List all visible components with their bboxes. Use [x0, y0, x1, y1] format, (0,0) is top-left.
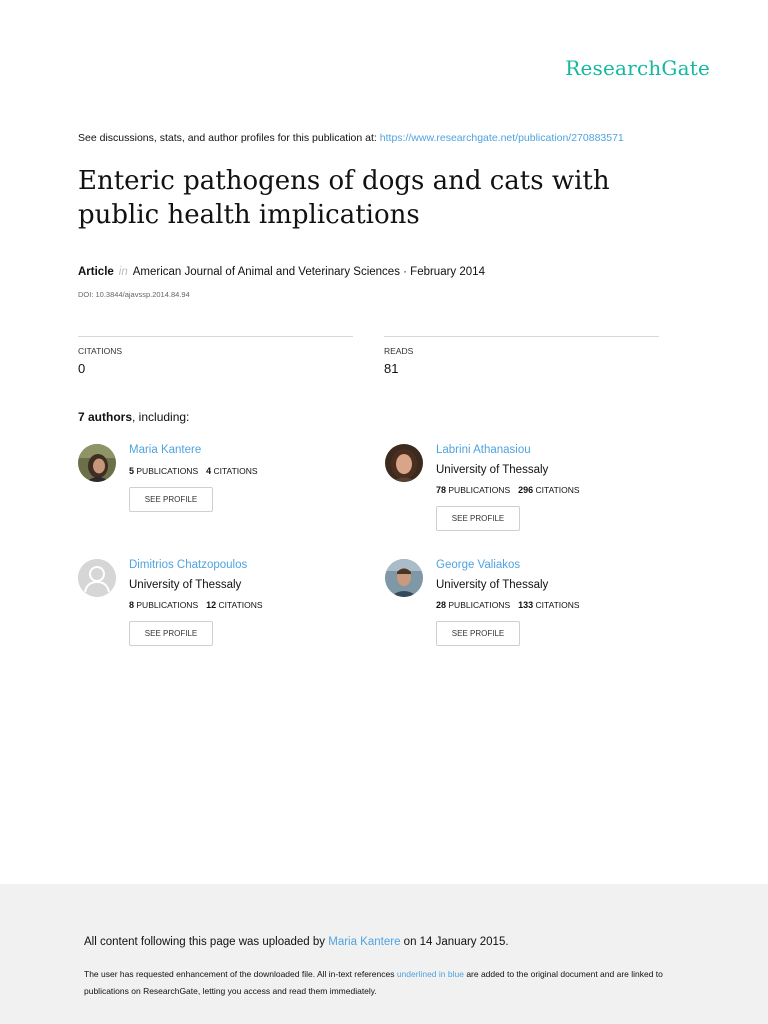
- authors-heading-suffix: , including:: [132, 410, 190, 424]
- citations-count: 296: [518, 485, 534, 495]
- default-user-icon: [78, 559, 116, 597]
- author-photo-icon: [78, 444, 116, 482]
- authors-heading: [78, 410, 189, 424]
- publications-label: PUBLICATIONS: [136, 466, 199, 476]
- author-institution: University of Thessaly: [436, 579, 549, 591]
- see-profile-button[interactable]: SEE PROFILE: [129, 621, 213, 646]
- upload-prefix: All content following this page was uploaded by: [84, 936, 326, 948]
- author-card: [78, 559, 378, 669]
- citations-label: CITATIONS: [218, 600, 263, 610]
- reads-stat: [384, 336, 659, 376]
- author-photo-icon: [385, 444, 423, 482]
- citations-label: CITATIONS: [213, 466, 258, 476]
- see-profile-button[interactable]: SEE PROFILE: [436, 621, 520, 646]
- author-name-link[interactable]: Maria Kantere: [129, 444, 202, 456]
- author-avatar[interactable]: [78, 444, 116, 482]
- author-institution: University of Thessaly: [129, 579, 242, 591]
- publications-count: 5: [129, 466, 135, 476]
- upload-suffix: on 14 January 2015.: [403, 936, 509, 948]
- author-card: [385, 444, 685, 554]
- uploader-link[interactable]: Maria Kantere: [328, 936, 401, 948]
- publications-count: 8: [129, 600, 135, 610]
- citations-count: 4: [206, 466, 212, 476]
- author-avatar[interactable]: [78, 559, 116, 597]
- enhancement-note: [84, 966, 694, 1000]
- publication-title: Enteric pathogens of dogs and cats with public health implications: [78, 166, 610, 230]
- author-photo-icon: [385, 559, 423, 597]
- profile-notice: [78, 132, 624, 144]
- citations-label: CITATIONS: [535, 600, 580, 610]
- upload-notice: [84, 936, 509, 948]
- publication-doi: DOI: 10.3844/ajavssp.2014.84.94: [78, 290, 190, 299]
- in-word: in: [118, 266, 128, 278]
- publications-label: PUBLICATIONS: [448, 600, 511, 610]
- note-prefix: The user has requested enhancement of the downloaded file. All in-text references: [84, 969, 395, 979]
- footer: [0, 884, 768, 1024]
- author-info: [129, 558, 263, 646]
- publications-count: 78: [436, 485, 447, 495]
- author-avatar[interactable]: [385, 444, 423, 482]
- reads-label: READS: [384, 346, 414, 356]
- citations-label: CITATIONS: [535, 485, 580, 495]
- author-info: [129, 443, 258, 512]
- publication-venue: American Journal of Animal and Veterinary Sciences · February 2014: [132, 266, 485, 278]
- citations-count: 12: [206, 600, 217, 610]
- citations-count: 133: [518, 600, 534, 610]
- publications-label: PUBLICATIONS: [136, 600, 199, 610]
- underlined-in-blue-link[interactable]: underlined in blue: [396, 969, 464, 979]
- author-card: [78, 444, 378, 554]
- see-profile-button[interactable]: SEE PROFILE: [129, 487, 213, 512]
- publication-meta: [78, 266, 485, 278]
- author-info: [436, 443, 580, 531]
- authors-count: 7 authors: [78, 410, 133, 424]
- researchgate-logo[interactable]: ResearchGate: [565, 56, 710, 80]
- author-card: [385, 559, 685, 669]
- author-name-link[interactable]: George Valiakos: [436, 559, 521, 571]
- author-avatar[interactable]: [385, 559, 423, 597]
- publications-label: PUBLICATIONS: [448, 485, 511, 495]
- author-stats: [129, 466, 258, 476]
- author-info: [436, 558, 580, 646]
- author-stats: [129, 600, 263, 610]
- author-institution: University of Thessaly: [436, 464, 549, 476]
- publication-url-link[interactable]: https://www.researchgate.net/publication/270883571: [379, 132, 624, 144]
- citations-label: CITATIONS: [78, 346, 123, 356]
- citations-value: 0: [78, 361, 86, 376]
- publication-type: Article: [78, 266, 114, 278]
- author-name-link[interactable]: Dimitrios Chatzopoulos: [129, 559, 248, 571]
- reads-value: 81: [384, 361, 399, 376]
- publications-count: 28: [436, 600, 447, 610]
- author-stats: [436, 485, 580, 495]
- profile-notice-text: See discussions, stats, and author profiles for this publication at:: [78, 132, 377, 144]
- author-name-link[interactable]: Labrini Athanasiou: [436, 444, 531, 456]
- note-suffix: are added to the original document and are linked to publications on ResearchGate, letting you access and read them immediately.: [84, 969, 663, 996]
- author-stats: [436, 600, 580, 610]
- citations-stat: [78, 336, 353, 376]
- see-profile-button[interactable]: SEE PROFILE: [436, 506, 520, 531]
